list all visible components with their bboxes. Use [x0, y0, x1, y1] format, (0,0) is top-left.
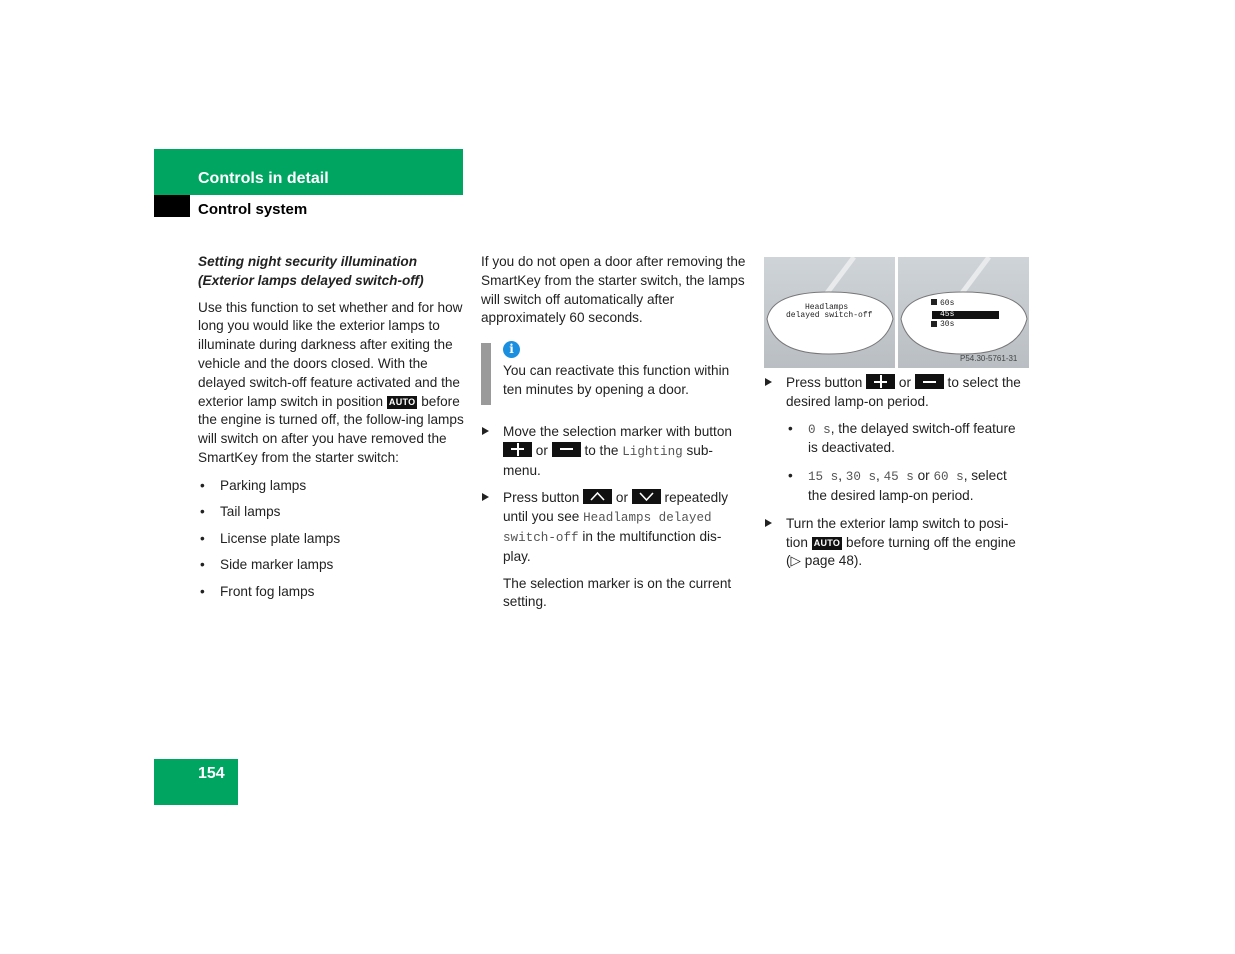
- middle-steps: [481, 423, 746, 621]
- page-number-box: [154, 759, 238, 805]
- middle-column: [481, 253, 746, 337]
- lamp-list: [198, 477, 464, 602]
- subsection-marker: [154, 195, 190, 217]
- list-item: • Front fog lamps: [198, 583, 464, 602]
- figure-code: P54.30-5761-31: [960, 354, 1018, 363]
- period-options: [786, 420, 1029, 506]
- up-button-icon: [583, 489, 612, 504]
- step-arrow-icon: [765, 378, 772, 386]
- list-item: • 15 s, 30 s, 45 s or 60 s, select the desired lamp-on period.: [786, 467, 1029, 506]
- section-heading: Setting night security illumination (Exterior lamps delayed switch-off): [198, 254, 424, 288]
- auto-off-paragraph: If you do not open a door after removing the SmartKey from the starter switch, the lamps will switch off automatically after approximately 60 seconds.: [481, 254, 746, 326]
- info-bar: [481, 343, 491, 405]
- step-press-button: Press button or repeatedly until you see Headlamps delayed switch-off in the multifunction dis-play. The selection marker is on the current setting.: [481, 489, 746, 612]
- list-item: • Parking lamps: [198, 477, 464, 496]
- list-item: • Tail lamps: [198, 503, 464, 522]
- step-move-marker: Move the selection marker with button or to the Lighting sub-menu.: [481, 423, 746, 480]
- info-note: [481, 340, 746, 400]
- right-column: [764, 374, 1029, 580]
- intro-paragraph: Use this function to set whether and for how long you would like the exterior lamps to illuminate during darkness after exiting the vehicle and the doors closed. With the delayed switch-off feature activated and the exterior lamp switch in position AUTO before the engine is turned off, the follow-ing lamps will switch on after you have removed the SmartKey from the starter switch:: [198, 299, 464, 465]
- auto-position-icon: AUTO: [813, 537, 841, 548]
- option-30s: 30s: [940, 320, 955, 329]
- step-arrow-icon: [765, 519, 772, 527]
- info-icon: i: [503, 341, 520, 358]
- display-left-text: Headlamps delayed switch-off: [786, 303, 873, 320]
- plus-button-icon: [503, 442, 532, 457]
- info-text: You can reactivate this function within ten minutes by opening a door.: [503, 363, 730, 397]
- section-title: Controls in detail: [198, 170, 329, 187]
- display-illustration: [764, 257, 1029, 368]
- list-item: • 0 s, the delayed switch-off feature is deactivated.: [786, 420, 1029, 459]
- step-note: The selection marker is on the current setting.: [503, 575, 732, 610]
- list-item: • Side marker lamps: [198, 556, 464, 575]
- left-column: [198, 253, 464, 609]
- auto-position-icon: AUTO: [388, 396, 416, 407]
- option-45s-selected: 45s: [940, 309, 955, 319]
- page-number: 154: [198, 765, 225, 782]
- step-arrow-icon: [482, 493, 489, 501]
- minus-button-icon: [915, 374, 944, 389]
- step-turn-switch: Turn the exterior lamp switch to posi-tion AUTO before turning off the engine (▷ page 48).: [764, 515, 1029, 571]
- down-button-icon: [632, 489, 661, 504]
- step-select-period: Press button or to select the desired lamp-on period. • 0 s, the delayed switch-off feature is deactivated. • 15 s, 30 s, 45 s or 60 s, select the desired lamp-on period.: [764, 374, 1029, 506]
- plus-button-icon: [866, 374, 895, 389]
- option-60s: 60s: [940, 299, 955, 308]
- list-item: • License plate lamps: [198, 530, 464, 549]
- subsection-title: Control system: [198, 201, 308, 218]
- display-right-options: [940, 299, 954, 331]
- step-arrow-icon: [482, 427, 489, 435]
- minus-button-icon: [552, 442, 581, 457]
